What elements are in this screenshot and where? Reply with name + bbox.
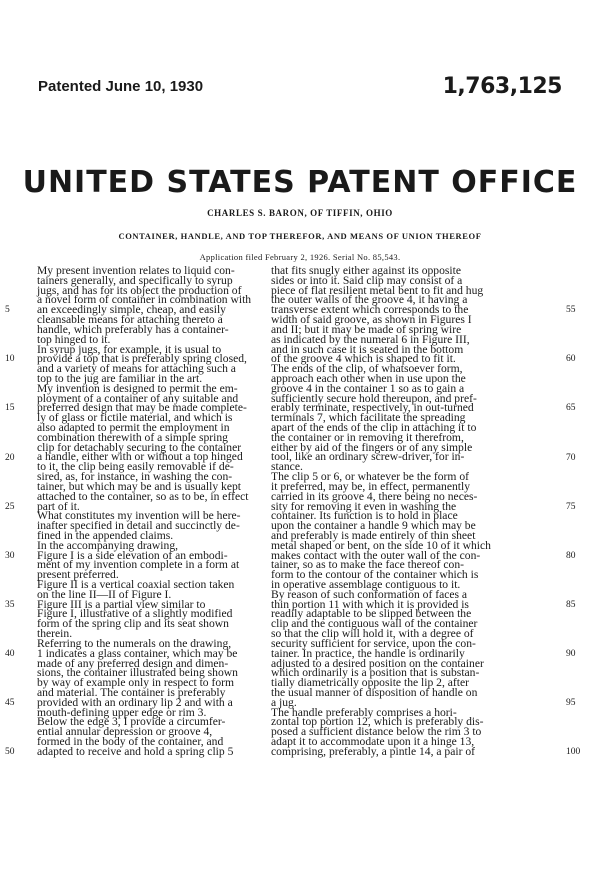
line-number: 80 xyxy=(566,550,576,561)
line-number: 100 xyxy=(566,747,581,758)
text-line: groove 4 in the container 1 so as to gain a xyxy=(271,381,465,395)
text-line: top to the jug are familiar in the art. xyxy=(37,371,203,385)
text-line: In syrup jugs, for example, it is usual to xyxy=(37,342,222,356)
text-line: to it, the clip being easily removable if de- xyxy=(37,460,234,474)
text-line: fined in the appended claims. xyxy=(37,528,174,542)
patent-number: 1,763,125 xyxy=(442,74,562,99)
text-line: makes contact with the outer wall of the con- xyxy=(271,548,481,562)
text-line: that fits snugly either against its opposite xyxy=(271,264,461,277)
text-line: sity for removing it even in washing the xyxy=(271,499,457,513)
text-line: attached to the container, so as to be, in effect xyxy=(37,489,249,503)
text-line: handle, which preferably has a container- xyxy=(37,322,229,336)
text-line: thin portion 11 with which it is provided is xyxy=(271,597,469,611)
text-line: made of any preferred design and dimen- xyxy=(37,656,229,670)
line-number: 5 xyxy=(5,305,10,316)
text-line: it preferred, may be, in effect, permanently xyxy=(271,479,471,493)
text-line: My invention is designed to permit the em- xyxy=(37,381,238,395)
text-line: and preferably is made entirely of thin sheet xyxy=(271,528,476,542)
text-line: zontal top portion 12, which is preferably dis- xyxy=(271,715,484,729)
line-number: 35 xyxy=(5,599,15,610)
text-line: carried in its groove 4, there being no neces- xyxy=(271,489,478,503)
text-line: container. Its function is to hold in place xyxy=(271,509,458,523)
text-line: Figure I is a side elevation of an embodi- xyxy=(37,548,228,562)
text-line: upon the container a handle 9 which may be xyxy=(271,519,476,533)
text-line: as indicated by the numeral 6 in Figure III, xyxy=(271,332,470,346)
line-number: 15 xyxy=(5,403,15,414)
text-line: sions, the container illustrated being shown xyxy=(37,666,238,680)
text-line: and in such case it is seated in the bottom xyxy=(271,342,464,356)
text-line: transverse extent which corresponds to the xyxy=(271,303,469,317)
line-number: 40 xyxy=(5,648,15,659)
text-line: and a variety of means for attaching such a xyxy=(37,362,236,376)
text-line: provided with an ordinary lip 2 and with a xyxy=(37,695,233,709)
text-line: of the groove 4 which is shaped to fit it. xyxy=(271,352,456,366)
text-line: tainer, so as to make the face thereof con- xyxy=(271,558,464,572)
text-line: on the line II—II of Figure I. xyxy=(37,587,172,601)
line-number: 95 xyxy=(566,698,576,709)
text-line: apart of the ends of the clip in attaching it to xyxy=(271,421,477,434)
text-line: either by aid of the fingers or of any simple xyxy=(271,440,473,454)
line-number: 45 xyxy=(5,698,15,709)
text-line: 1 indicates a glass container, which may be xyxy=(37,646,238,660)
text-line: ly of glass or fictile material, and which is xyxy=(37,411,233,425)
text-line: adapt it to accommodate upon it a hinge 13, xyxy=(271,735,475,748)
text-line: combination therewith of a simple spring xyxy=(37,430,228,444)
text-line: inafter specified in detail and succinctly de- xyxy=(37,519,240,533)
text-line: width of said groove, as shown in Figures I xyxy=(271,313,472,327)
text-line: the usual manner of disposition of handle on xyxy=(271,685,478,699)
line-number: 10 xyxy=(5,354,15,365)
text-line: stance. xyxy=(271,460,303,474)
line-number: 25 xyxy=(5,501,15,512)
text-line: which ordinarily is a position that is substan- xyxy=(271,666,480,680)
text-line: By reason of such conformation of faces a xyxy=(271,587,468,601)
text-line: form of the spring clip and its seat shown xyxy=(37,617,229,631)
right-text-column xyxy=(271,266,501,757)
text-line: the outer walls of the groove 4, it having a xyxy=(271,293,468,307)
line-number: 90 xyxy=(566,648,576,659)
line-number: 20 xyxy=(5,452,15,463)
line-number: 65 xyxy=(566,403,576,414)
text-line: therein. xyxy=(37,627,73,641)
text-line: The clip 5 or 6, or whatever be the form of xyxy=(271,470,469,484)
patent-date: Patented June 10, 1930 xyxy=(38,78,204,95)
text-line: erably terminate, respectively, in out-turned xyxy=(271,401,474,415)
text-line: and II; but it may be made of spring wire xyxy=(271,322,462,336)
text-line: clip and the contiguous wall of the container xyxy=(271,617,478,631)
text-line: top hinged to it. xyxy=(37,332,111,346)
text-line: tainer, but which may be and is usually kept xyxy=(37,479,241,493)
line-number: 85 xyxy=(566,599,576,610)
line-number: 30 xyxy=(5,550,15,561)
text-line: metal shaped or bent, on the side 10 of it which xyxy=(271,538,491,552)
text-line: in operative assemblage contiguous to it. xyxy=(271,578,461,591)
text-line: posed a sufficient distance below the rim 3 to xyxy=(271,725,482,739)
text-line: Figure III is a partial view similar to xyxy=(37,597,206,611)
text-line: My present invention relates to liquid con- xyxy=(37,264,235,277)
text-line: ployment of a container of any suitable and xyxy=(37,391,239,405)
text-line: an exceedingly simple, cheap, and easily xyxy=(37,303,226,317)
text-line: form to the contour of the container which is xyxy=(271,568,479,582)
patent-header xyxy=(38,74,562,104)
text-line: adapted to receive and hold a spring clip 5 xyxy=(37,744,234,758)
text-line: present preferred. xyxy=(37,568,119,582)
text-line: readily adaptable to be slipped between the xyxy=(271,607,472,621)
inventor-line: CHARLES S. BARON, OF TIFFIN, OHIO xyxy=(207,208,393,218)
text-line: Figure II is a vertical coaxial section taken xyxy=(37,578,235,591)
text-line: formed in the body of the container, and xyxy=(37,735,224,748)
line-number: 55 xyxy=(566,305,576,316)
text-line: ential annular depression or groove 4, xyxy=(37,725,213,739)
text-line: adjusted to a desired position on the container xyxy=(271,656,484,670)
text-line: In the accompanying drawing, xyxy=(37,538,179,552)
line-number: 75 xyxy=(566,501,576,512)
office-heading: UNITED STATES PATENT OFFICE xyxy=(22,165,578,200)
text-line: provide a top that is preferably spring closed, xyxy=(37,352,247,366)
text-line: tially diametrically opposite the lip 2, after xyxy=(271,676,469,690)
text-line: tainer. In practice, the handle is ordinarily xyxy=(271,646,465,660)
text-line: a handle, either with or without a top hinged xyxy=(37,450,243,464)
text-line: security sufficient for service, upon the con- xyxy=(271,636,476,650)
text-line: Figure I, illustrative of a slightly modified xyxy=(37,607,233,621)
text-line: Below the edge 3, I provide a circumfer- xyxy=(37,715,226,729)
text-line: approach each other when in use upon the xyxy=(271,371,466,385)
text-line: The ends of the clip, of whatsoever form, xyxy=(271,362,463,376)
text-line: sides or into it. Said clip may consist of a xyxy=(271,273,463,287)
line-number: 50 xyxy=(5,747,15,758)
text-line: a novel form of container in combination with xyxy=(37,293,252,307)
text-line: cleansable means for attaching thereto a xyxy=(37,313,223,327)
text-line: sired, as, for instance, in washing the con- xyxy=(37,470,233,484)
line-number: 60 xyxy=(566,354,576,365)
text-line: part of it. xyxy=(37,499,80,513)
text-line: piece of flat resilient metal bent to fit and hug xyxy=(271,283,484,297)
application-line: Application filed February 2, 1926. Serial No. 85,543. xyxy=(199,252,401,262)
patent-title: CONTAINER, HANDLE, AND TOP THEREFOR, AND MEANS OF UNION THEREOF xyxy=(118,231,482,241)
text-line: What constitutes my invention will be here- xyxy=(37,509,241,523)
text-line: so that the clip will hold it, with a degree of xyxy=(271,627,474,641)
text-line: clip for detachably securing to the container xyxy=(37,440,242,454)
text-line: also adapted to permit the employment in xyxy=(37,421,230,434)
text-line: tool, like an ordinary screw-driver, for in- xyxy=(271,450,465,464)
text-line: and material. The container is preferably xyxy=(37,685,226,699)
text-line: sufficiently secure hold thereupon, and pref- xyxy=(271,391,477,405)
text-line: terminals 7, which facilitate the spreading xyxy=(271,411,466,425)
text-line: jugs, and has for its object the production of xyxy=(37,283,242,297)
text-line: Referring to the numerals on the drawing, xyxy=(37,636,232,650)
text-line: mouth-defining upper edge or rim 3. xyxy=(37,705,207,719)
text-line: preferred design that may be made complete- xyxy=(37,401,247,415)
line-number: 70 xyxy=(566,452,576,463)
text-line: tainers generally, and specifically to syrup xyxy=(37,273,233,287)
text-line: The handle preferably comprises a hori- xyxy=(271,705,457,719)
text-line: a jug. xyxy=(271,695,297,709)
text-line: by way of example only in respect to form xyxy=(37,676,235,690)
text-line: the container or in removing it therefrom, xyxy=(271,430,464,444)
left-text-column xyxy=(37,266,267,757)
text-line: comprising, preferably, a pintle 14, a pair of xyxy=(271,744,475,758)
text-line: ment of my invention complete in a form at xyxy=(37,558,240,572)
